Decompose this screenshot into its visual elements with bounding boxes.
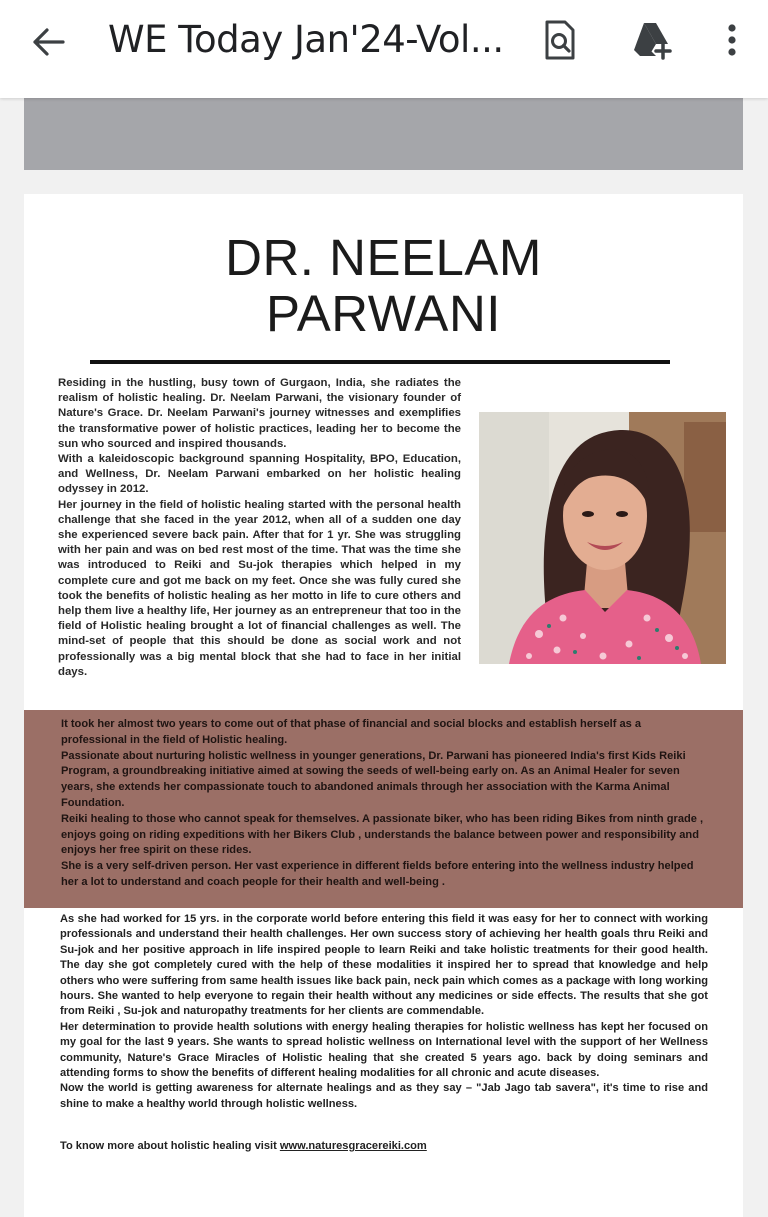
closing-paragraph: Now the world is getting awareness for alternate healings and as they say – "Jab Jago tab savera", it's time to rise and shine to make a healthy world through holistic wellness. bbox=[60, 1082, 708, 1110]
intro-paragraph: With a kaleidoscopic background spanning Hospitality, BPO, Education, and Wellness, Dr. Neelam Parwani embarked on her holistic healing odyssey in 2012. bbox=[58, 453, 461, 496]
previous-page-bottom bbox=[24, 98, 743, 170]
visit-line bbox=[60, 1140, 427, 1152]
highlight-band bbox=[24, 710, 743, 908]
intro-paragraph: Residing in the hustling, busy town of Gurgaon, India, she radiates the realism of holistic healing. Dr. Neelam Parwani, the visionary founder of Nature's Grace. Dr. Neelam Parwani's journey witnesses and exemplifies the transformative power of holistic practices, leading her to become the sun who sourced and inspired thousands. bbox=[58, 377, 461, 450]
add-to-drive-icon[interactable] bbox=[628, 16, 676, 64]
closing-section bbox=[60, 912, 708, 1112]
intro-paragraph: Her journey in the field of holistic healing started with the personal health challenge that she faced in the year 2012, when all of a sudden one day she experienced severe back pain. After that for 1 yr. She was struggling with her pain and was on bed rest most of the time. That was the time she was introduced to Reiki and Su-jok therapies which helped in my complete cure and got me back on my feet. Once she was fully cured she took the benefits of holistic healing as her motto in life to cure others and help them live a healthy life, Her journey as an entrepreneur that too in the field of Holistic healing brought a lot of financial challenges as well. The mind-set of people that this should be done as social work and not professionally was a big mental block that she had to face in her initial days. bbox=[58, 498, 461, 678]
band-paragraph: Reiki healing to those who cannot speak for themselves. A passionate biker, who has been riding Bikes from ninth grade , enjoys going on riding expeditions with her Bikers Club , understands the balance between power and responsibility and enjoys her free spirit on these rides. bbox=[61, 812, 704, 857]
document-search-icon[interactable] bbox=[536, 16, 584, 64]
closing-paragraph: As she had worked for 15 yrs. in the corporate world before entering this field it was easy for her to connect with working professionals and understand their health challenges. Her own success story of achieving her health goals thru Reiki and Su-jok and her positive approach in life inspired people to learn Reiki and take holistic treatments for their good health. The day she got completely cured with the help of these modalities it inspired her to spread that knowledge and help others who were suffering from same health issues like back pain, neck pain which comes as a package with long working hours. She wanted to help everyone to regain their health without any medicines or side effects. The results that she got from Reiki , Su-jok and naturopathy treatments for her clients are commendable. bbox=[60, 913, 708, 1018]
band-paragraph: She is a very self-driven person. Her vast experience in different fields before entering into the wellness industry helped her a lot to understand and coach people for their health and well-being . bbox=[61, 860, 694, 888]
app-bar bbox=[0, 0, 768, 98]
heading-line-1: DR. NEELAM bbox=[225, 229, 542, 286]
closing-paragraph: Her determination to provide health solutions with energy healing therapies for holistic wellness has kept her focused on my goal for the last 9 years. She wants to spread holistic wellness on International level with the support of her Wellness community, Nature's Grace Miracles of Holistic healing that she created 5 years ago. back by doing seminars and attending forms to show the benefits of different healing modalities for all chronic and acute diseases. bbox=[60, 1020, 708, 1080]
more-vertical-icon[interactable] bbox=[708, 16, 756, 64]
band-section bbox=[61, 717, 707, 891]
portrait-photo bbox=[479, 412, 726, 664]
band-paragraph: Passionate about nurturing holistic wellness in younger generations, Dr. Parwani has pioneered India's first Kids Reiki Program, a groundbreaking initiative aimed at sowing the seeds of well-being early on. As an Animal Healer for seven years, she extends her compassionate touch to abandoned animals through her association with the Karma Animal Foundation. bbox=[61, 749, 686, 809]
website-link[interactable]: www.naturesgracereiki.com bbox=[279, 1140, 427, 1152]
heading-line-2: PARWANI bbox=[266, 285, 501, 342]
band-paragraph: It took her almost two years to come out of that phase of financial and social blocks and establish herself as a professional in the field of Holistic healing. bbox=[61, 718, 642, 746]
document-page[interactable] bbox=[24, 194, 743, 1217]
back-arrow-icon[interactable] bbox=[26, 20, 70, 64]
intro-section bbox=[58, 376, 461, 680]
visit-prefix: To know more about holistic healing visit bbox=[60, 1140, 280, 1152]
heading-divider bbox=[90, 360, 670, 364]
document-title: WE Today Jan'24-Vol... bbox=[108, 18, 504, 61]
article-heading bbox=[24, 230, 743, 342]
